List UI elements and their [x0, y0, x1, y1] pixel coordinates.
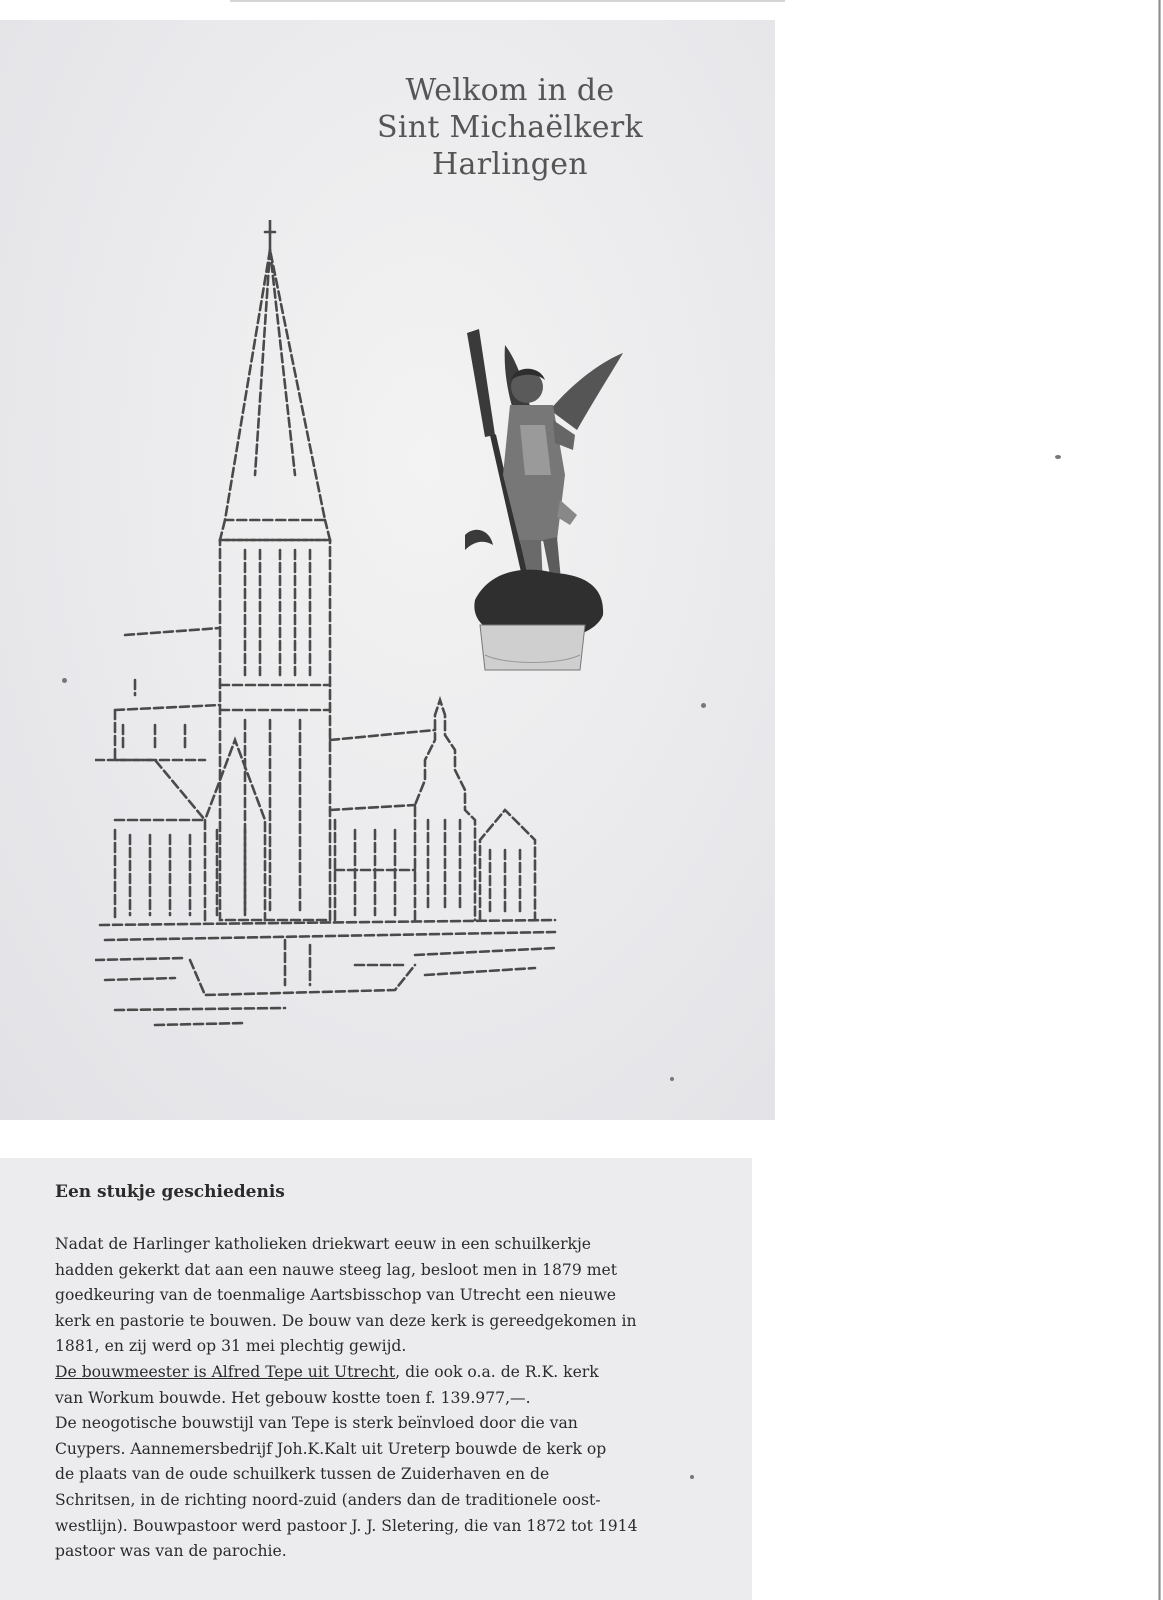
body-line: van Workum bouwde. Het gebouw kostte toen f. 139.977,—. [55, 1388, 531, 1407]
scan-speck [701, 703, 706, 708]
architect-underlined: De bouwmeester is Alfred Tepe uit Utrecht [55, 1362, 396, 1381]
body-line: Cuypers. Aannemersbedrijf Joh.K.Kalt uit Ureterp bouwde de kerk op [55, 1439, 607, 1458]
body-line: 1881, en zij werd op 31 mei plechtig gewijd. [55, 1337, 407, 1356]
scan-edge [1158, 0, 1161, 1600]
leaflet-title [300, 72, 720, 183]
body-line: goedkeuring van de toenmalige Aartsbisschop van Utrecht een nieuwe [55, 1286, 617, 1305]
body-line: Nadat de Harlinger katholieken driekwart eeuw in een schuilkerkje [55, 1235, 592, 1253]
body-line-rest: , die ook o.a. de R.K. kerk [395, 1362, 599, 1381]
scan-speck [670, 1077, 674, 1081]
title-line: Welkom in de [405, 73, 615, 108]
scan-speck [62, 678, 67, 683]
body-line: pastoor was van de parochie. [55, 1542, 287, 1561]
body-line [55, 1360, 755, 1386]
body-line: Schritsen, in de richting noord-zuid (anders dan de traditionele oost- [55, 1490, 601, 1509]
title-line: Sint Michaëlkerk [377, 110, 643, 145]
history-heading: Een stukje geschiedenis [55, 1182, 285, 1202]
body-line: de plaats van de oude schuilkerk tussen de Zuiderhaven en de [55, 1465, 550, 1484]
history-body [55, 1232, 755, 1565]
scan-speck [690, 1475, 694, 1479]
scan-top-rule [230, 0, 785, 2]
body-line: kerk en pastorie te bouwen. De bouw van deze kerk is gereedgekomen in [55, 1311, 637, 1330]
body-line: De neogotische bouwstijl van Tepe is sterk beïnvloed door die van [55, 1414, 578, 1433]
body-line: hadden gekerkt dat aan een nauwe steeg lag, besloot men in 1879 met [55, 1260, 617, 1279]
title-line: Harlingen [432, 147, 588, 182]
body-line: westlijn). Bouwpastoor werd pastoor J. J. Sletering, die van 1872 tot 1914 [55, 1516, 638, 1535]
scan-speck [1055, 455, 1061, 459]
saint-michael-statue-image [465, 325, 635, 685]
